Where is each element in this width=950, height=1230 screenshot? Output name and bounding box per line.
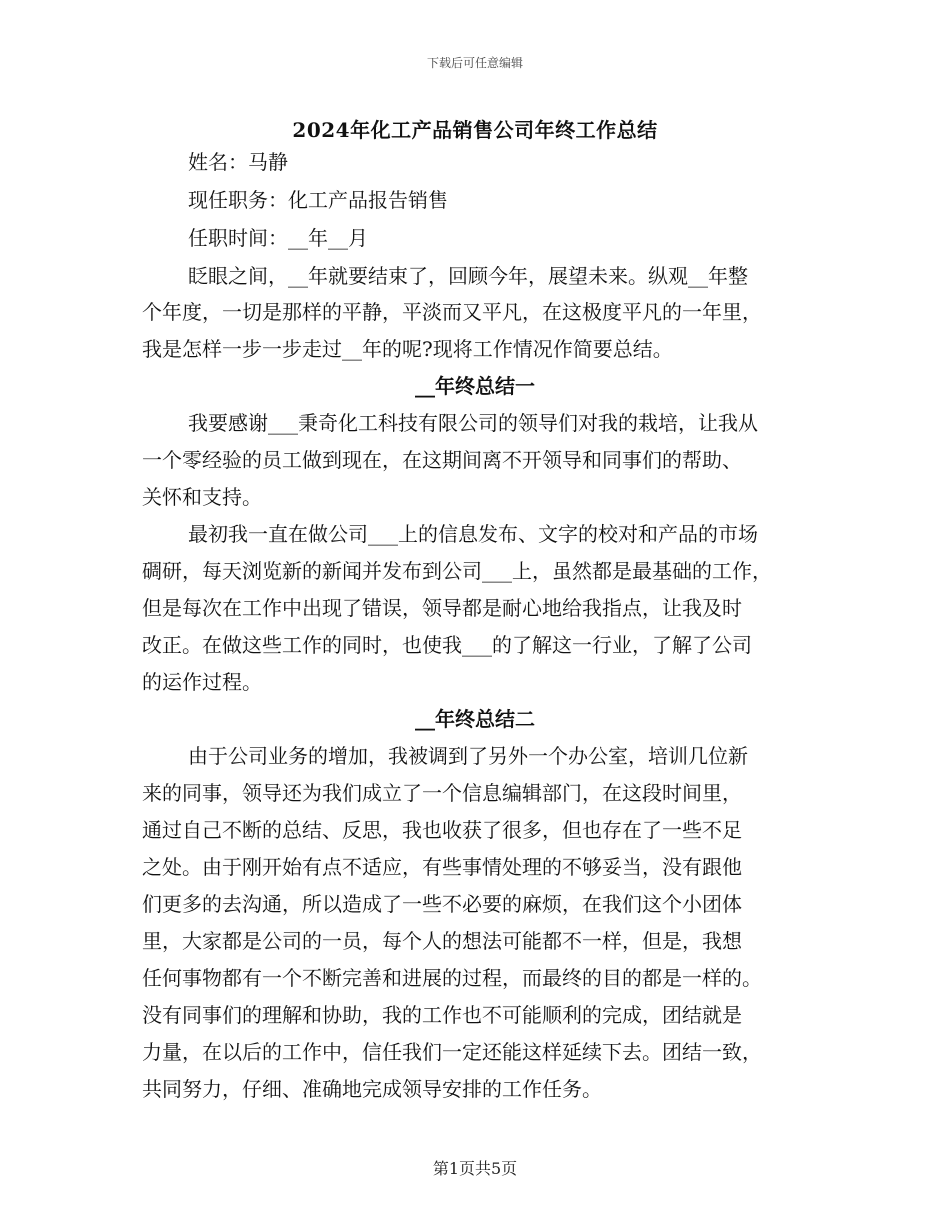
paragraph-line: 来的同事，领导还为我们成立了一个信息编辑部门，在这段时间里， (142, 781, 742, 805)
paragraph-line: 之处。由于刚开始有点不适应，有些事情处理的不够妥当，没有跟他 (142, 855, 742, 879)
paragraph-line: 力量，在以后的工作中，信任我们一定还能这样延续下去。团结一致， (142, 1040, 762, 1064)
header-note: 下载后可任意编辑 (426, 56, 523, 70)
info-position: 现任职务：化工产品报告销售 (188, 188, 448, 212)
paragraph-line: 改正。在做这些工作的同时，也使我___的了解这一行业，了解了公司 (142, 633, 752, 657)
paragraph-line: 通过自己不断的总结、反思，我也收获了很多，但也存在了一些不足 (142, 818, 742, 842)
paragraph-line: 我要感谢___秉奇化工科技有限公司的领导们对我的栽培，让我从 (188, 411, 758, 435)
paragraph-line: 由于公司业务的增加，我被调到了另外一个办公室，培训几位新 (188, 744, 748, 768)
document-title: 2024年化工产品销售公司年终工作总结 (292, 118, 658, 142)
paragraph-line: 的运作过程。 (142, 670, 262, 694)
page-number: 第1页共5页 (432, 1159, 518, 1178)
paragraph-line: 没有同事们的理解和协助，我的工作也不可能顺利的完成，团结就是 (142, 1003, 742, 1027)
info-name: 姓名：马静 (188, 150, 288, 174)
paragraph-line: 任何事物都有一个不断完善和进展的过程，而最终的目的都是一样的。 (142, 966, 762, 990)
intro-line: 个年度，一切是那样的平静，平淡而又平凡，在这极度平凡的一年里， (142, 300, 762, 324)
paragraph-line: 共同努力，仔细、准确地完成领导安排的工作任务。 (142, 1077, 602, 1101)
paragraph-line: 碉研，每天浏览新的新闻并发布到公司___上，虽然都是最基础的工作， (142, 559, 772, 583)
paragraph-line: 里，大家都是公司的一员，每个人的想法可能都不一样，但是，我想 (142, 929, 742, 953)
paragraph-line: 关怀和支持。 (142, 485, 262, 509)
paragraph-line: 一个零经验的员工做到现在，在这期间离不开领导和同事们的帮助、 (142, 448, 742, 472)
paragraph-line: 但是每次在工作中出现了错误，领导都是耐心地给我指点，让我及时 (142, 596, 742, 620)
section-heading: __年终总结二 (415, 707, 535, 731)
paragraph-line: 们更多的去沟通，所以造成了一些不必要的麻烦，在我们这个小团体 (142, 892, 742, 916)
paragraph-line: 最初我一直在做公司___上的信息发布、文字的校对和产品的市场 (188, 522, 758, 546)
intro-line: 我是怎样一步一步走过__年的呢?现将工作情况作简要总结。 (142, 337, 673, 361)
info-tenure: 任职时间：__年__月 (188, 226, 368, 250)
intro-line: 眨眼之间，__年就要结束了，回顾今年，展望未来。纵观__年整 (188, 264, 748, 288)
section-heading: __年终总结一 (415, 374, 535, 398)
